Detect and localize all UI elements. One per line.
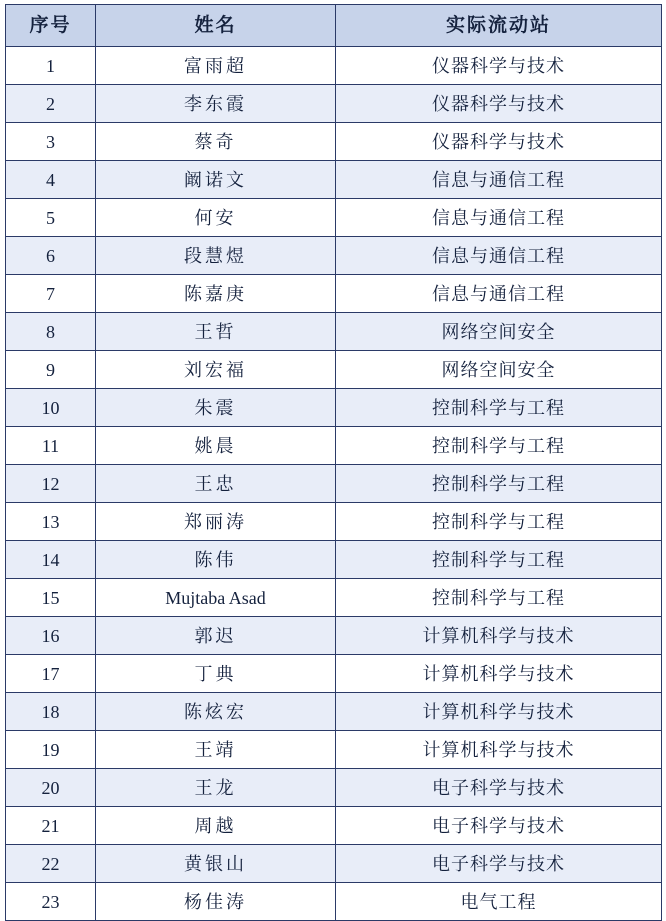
table-row bbox=[6, 275, 662, 313]
cell-station: 网络空间安全 bbox=[336, 313, 662, 351]
cell-name: 王靖 bbox=[96, 731, 336, 769]
table-row bbox=[6, 237, 662, 275]
cell-name: 姚晨 bbox=[96, 427, 336, 465]
column-header-station: 实际流动站 bbox=[336, 5, 662, 47]
cell-station: 网络空间安全 bbox=[336, 351, 662, 389]
table-row bbox=[6, 313, 662, 351]
cell-name: 王哲 bbox=[96, 313, 336, 351]
cell-station: 仪器科学与技术 bbox=[336, 47, 662, 85]
column-header-name: 姓名 bbox=[96, 5, 336, 47]
cell-index: 7 bbox=[6, 275, 96, 313]
cell-name: 郭迟 bbox=[96, 617, 336, 655]
cell-name: Mujtaba Asad bbox=[96, 579, 336, 617]
cell-name: 杨佳涛 bbox=[96, 883, 336, 921]
cell-index: 19 bbox=[6, 731, 96, 769]
cell-index: 12 bbox=[6, 465, 96, 503]
table-row bbox=[6, 617, 662, 655]
cell-name: 阚诺文 bbox=[96, 161, 336, 199]
cell-index: 13 bbox=[6, 503, 96, 541]
cell-index: 23 bbox=[6, 883, 96, 921]
table-row bbox=[6, 731, 662, 769]
cell-name: 陈炫宏 bbox=[96, 693, 336, 731]
cell-station: 仪器科学与技术 bbox=[336, 85, 662, 123]
cell-index: 9 bbox=[6, 351, 96, 389]
cell-index: 6 bbox=[6, 237, 96, 275]
cell-index: 21 bbox=[6, 807, 96, 845]
cell-name: 刘宏福 bbox=[96, 351, 336, 389]
cell-station: 电气工程 bbox=[336, 883, 662, 921]
table-row bbox=[6, 883, 662, 921]
cell-name: 王龙 bbox=[96, 769, 336, 807]
cell-name: 何安 bbox=[96, 199, 336, 237]
cell-name: 段慧煜 bbox=[96, 237, 336, 275]
cell-station: 控制科学与工程 bbox=[336, 389, 662, 427]
table-row bbox=[6, 199, 662, 237]
cell-name: 李东霞 bbox=[96, 85, 336, 123]
cell-index: 3 bbox=[6, 123, 96, 161]
table-row bbox=[6, 161, 662, 199]
cell-name: 朱震 bbox=[96, 389, 336, 427]
cell-station: 仪器科学与技术 bbox=[336, 123, 662, 161]
table-row bbox=[6, 465, 662, 503]
cell-name: 陈嘉庚 bbox=[96, 275, 336, 313]
cell-name: 郑丽涛 bbox=[96, 503, 336, 541]
cell-index: 14 bbox=[6, 541, 96, 579]
cell-index: 1 bbox=[6, 47, 96, 85]
cell-station: 控制科学与工程 bbox=[336, 427, 662, 465]
cell-index: 10 bbox=[6, 389, 96, 427]
table-row bbox=[6, 655, 662, 693]
cell-index: 5 bbox=[6, 199, 96, 237]
cell-station: 信息与通信工程 bbox=[336, 161, 662, 199]
cell-name: 富雨超 bbox=[96, 47, 336, 85]
table-row bbox=[6, 123, 662, 161]
cell-index: 15 bbox=[6, 579, 96, 617]
cell-index: 22 bbox=[6, 845, 96, 883]
table-row bbox=[6, 579, 662, 617]
table-header bbox=[6, 5, 662, 47]
cell-station: 控制科学与工程 bbox=[336, 503, 662, 541]
table-row bbox=[6, 693, 662, 731]
cell-station: 计算机科学与技术 bbox=[336, 693, 662, 731]
cell-index: 2 bbox=[6, 85, 96, 123]
cell-index: 18 bbox=[6, 693, 96, 731]
cell-station: 电子科学与技术 bbox=[336, 845, 662, 883]
cell-name: 蔡奇 bbox=[96, 123, 336, 161]
cell-station: 信息与通信工程 bbox=[336, 199, 662, 237]
cell-station: 控制科学与工程 bbox=[336, 465, 662, 503]
cell-name: 丁典 bbox=[96, 655, 336, 693]
table-row bbox=[6, 47, 662, 85]
column-header-index: 序号 bbox=[6, 5, 96, 47]
table-row bbox=[6, 541, 662, 579]
table-body bbox=[6, 47, 662, 921]
cell-index: 11 bbox=[6, 427, 96, 465]
cell-station: 控制科学与工程 bbox=[336, 579, 662, 617]
cell-index: 8 bbox=[6, 313, 96, 351]
cell-station: 计算机科学与技术 bbox=[336, 655, 662, 693]
cell-name: 黄银山 bbox=[96, 845, 336, 883]
cell-name: 王忠 bbox=[96, 465, 336, 503]
table-row bbox=[6, 389, 662, 427]
table-row bbox=[6, 769, 662, 807]
cell-station: 电子科学与技术 bbox=[336, 769, 662, 807]
cell-index: 20 bbox=[6, 769, 96, 807]
table-header-row bbox=[6, 5, 662, 47]
cell-station: 信息与通信工程 bbox=[336, 275, 662, 313]
table-row bbox=[6, 845, 662, 883]
cell-name: 周越 bbox=[96, 807, 336, 845]
table-row bbox=[6, 807, 662, 845]
cell-index: 4 bbox=[6, 161, 96, 199]
table-row bbox=[6, 427, 662, 465]
cell-station: 计算机科学与技术 bbox=[336, 617, 662, 655]
table-row bbox=[6, 85, 662, 123]
cell-index: 17 bbox=[6, 655, 96, 693]
cell-index: 16 bbox=[6, 617, 96, 655]
cell-station: 信息与通信工程 bbox=[336, 237, 662, 275]
table-row bbox=[6, 503, 662, 541]
table-row bbox=[6, 351, 662, 389]
roster-table bbox=[5, 4, 662, 921]
cell-station: 电子科学与技术 bbox=[336, 807, 662, 845]
cell-station: 计算机科学与技术 bbox=[336, 731, 662, 769]
cell-name: 陈伟 bbox=[96, 541, 336, 579]
cell-station: 控制科学与工程 bbox=[336, 541, 662, 579]
